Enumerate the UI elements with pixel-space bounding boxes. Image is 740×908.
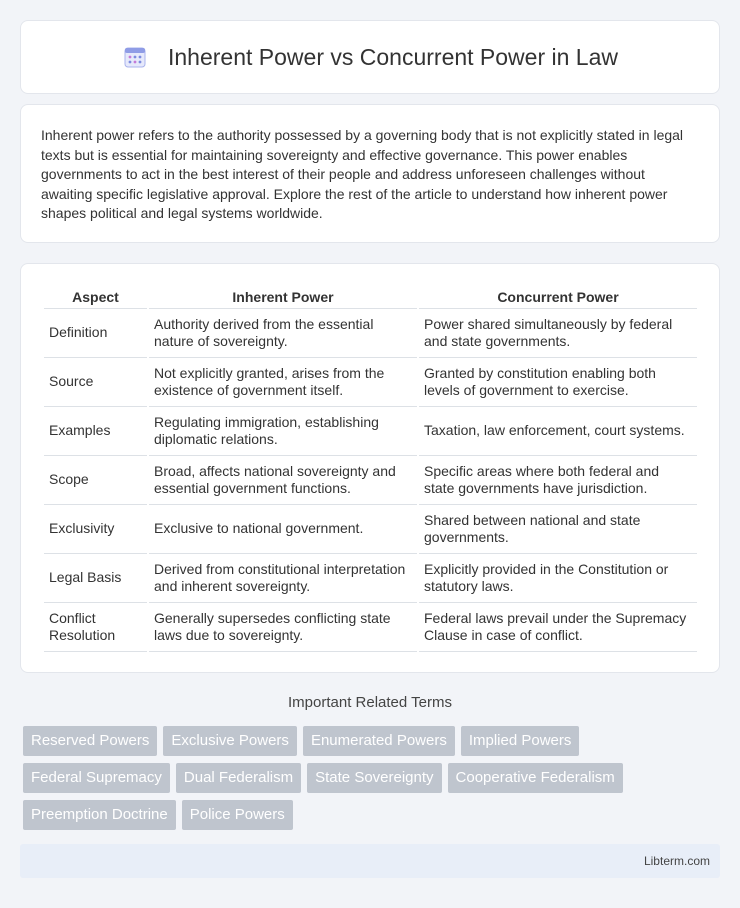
table-row: [44, 309, 697, 358]
header-card: [20, 20, 720, 94]
row-aspect: Conflict Resolution: [44, 603, 147, 652]
related-terms-title: Important Related Terms: [288, 694, 452, 711]
row-inherent: Not explicitly granted, arises from the existence of government itself.: [149, 358, 417, 407]
related-term-tag[interactable]: Preemption Doctrine: [23, 800, 176, 830]
calendar-grid-icon: [122, 44, 148, 70]
row-aspect: Definition: [44, 309, 147, 358]
row-aspect: Exclusivity: [44, 505, 147, 554]
footer-site-link[interactable]: Libterm.com: [643, 854, 710, 868]
intro-card: [20, 104, 720, 243]
related-term-tag[interactable]: Implied Powers: [461, 726, 580, 756]
row-concurrent: Granted by constitution enabling both levels of government to exercise.: [419, 358, 697, 407]
related-term-tag[interactable]: Federal Supremacy: [23, 763, 170, 793]
row-aspect: Legal Basis: [44, 554, 147, 603]
related-term-tag[interactable]: Police Powers: [182, 800, 293, 830]
row-aspect: Examples: [44, 407, 147, 456]
related-terms-list: [23, 726, 723, 830]
header-aspect: Aspect: [44, 284, 147, 309]
table-row: [44, 407, 697, 456]
row-concurrent: Explicitly provided in the Constitution or statutory laws.: [419, 554, 697, 603]
row-aspect: Source: [44, 358, 147, 407]
header-concurrent-power: Concurrent Power: [419, 284, 697, 309]
table-header-row: [44, 284, 697, 309]
table-row: [44, 603, 697, 652]
row-inherent: Generally supersedes conflicting state laws due to sovereignty.: [149, 603, 417, 652]
row-concurrent: Power shared simultaneously by federal and state governments.: [419, 309, 697, 358]
row-concurrent: Specific areas where both federal and state governments have jurisdiction.: [419, 456, 697, 505]
footer: [20, 844, 720, 878]
row-concurrent: Shared between national and state governments.: [419, 505, 697, 554]
row-concurrent: Federal laws prevail under the Supremacy Clause in case of conflict.: [419, 603, 697, 652]
row-inherent: Exclusive to national government.: [149, 505, 417, 554]
intro-text: Inherent power refers to the authority possessed by a governing body that is not explicitly stated in legal texts but is essential for maintaining sovereignty and effective governance. This power enables governments to act in the best interest of their people and address unforeseen challenges without awaiting specific legislative approval. Explore the rest of the article to understand how inherent power shapes political and legal systems worldwide.: [41, 127, 684, 222]
related-term-tag[interactable]: Enumerated Powers: [303, 726, 455, 756]
table-row: [44, 456, 697, 505]
row-inherent: Authority derived from the essential nature of sovereignty.: [149, 309, 417, 358]
table-row: [44, 358, 697, 407]
row-inherent: Broad, affects national sovereignty and essential government functions.: [149, 456, 417, 505]
related-term-tag[interactable]: Cooperative Federalism: [448, 763, 623, 793]
comparison-table: [42, 284, 699, 652]
row-inherent: Regulating immigration, establishing diplomatic relations.: [149, 407, 417, 456]
related-term-tag[interactable]: State Sovereignty: [307, 763, 441, 793]
related-term-tag[interactable]: Dual Federalism: [176, 763, 301, 793]
related-term-tag[interactable]: Exclusive Powers: [163, 726, 297, 756]
row-concurrent: Taxation, law enforcement, court systems.: [419, 407, 697, 456]
comparison-table-card: [20, 263, 720, 673]
row-aspect: Scope: [44, 456, 147, 505]
header-inherent-power: Inherent Power: [149, 284, 417, 309]
related-term-tag[interactable]: Reserved Powers: [23, 726, 157, 756]
row-inherent: Derived from constitutional interpretation and inherent sovereignty.: [149, 554, 417, 603]
table-row: [44, 554, 697, 603]
page-title: Inherent Power vs Concurrent Power in Law: [168, 43, 618, 70]
table-row: [44, 505, 697, 554]
